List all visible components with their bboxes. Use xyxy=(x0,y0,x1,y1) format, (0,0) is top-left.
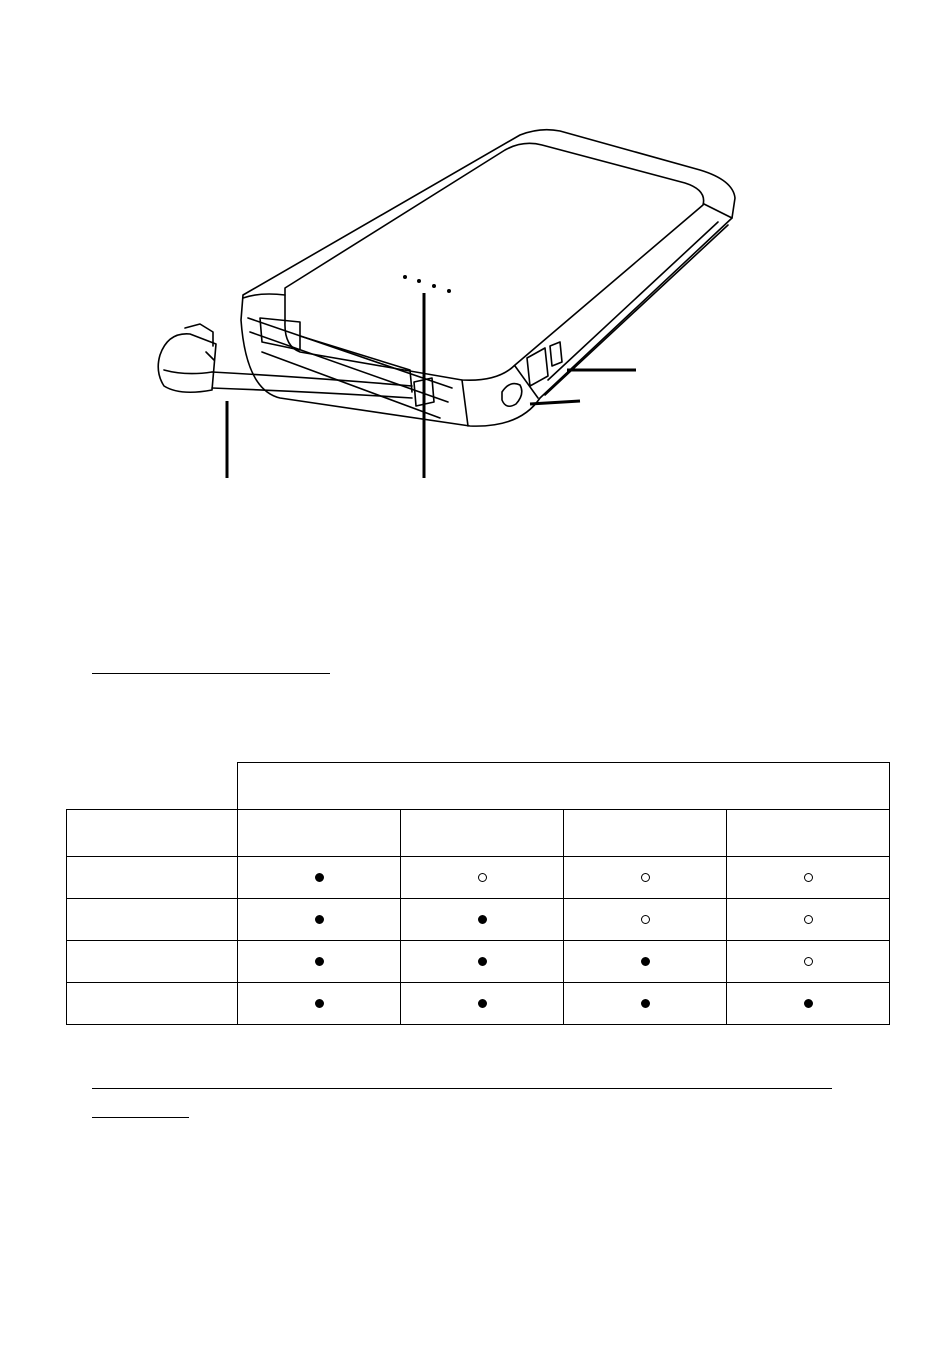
led-off-icon xyxy=(804,873,813,882)
section-heading-underline xyxy=(92,673,330,674)
led-dot-1 xyxy=(403,275,407,279)
led-cell xyxy=(564,983,727,1025)
cable-connector xyxy=(158,334,216,392)
led-on-icon xyxy=(315,873,324,882)
note-underline-1 xyxy=(92,1088,832,1089)
led-cell xyxy=(727,899,890,941)
led-dot-3 xyxy=(432,284,436,288)
led-on-icon xyxy=(315,957,324,966)
table-header-cell xyxy=(564,810,727,857)
led-dot-4 xyxy=(447,289,451,293)
table-row xyxy=(67,941,890,983)
table-row xyxy=(67,857,890,899)
led-cell xyxy=(401,983,564,1025)
led-cell xyxy=(727,857,890,899)
led-on-icon xyxy=(641,999,650,1008)
led-status-table xyxy=(66,762,890,1025)
table-header-cell xyxy=(401,810,564,857)
power-bank-top-face xyxy=(285,143,704,380)
table-header-cell xyxy=(67,810,238,857)
table-row xyxy=(67,983,890,1025)
led-cell xyxy=(401,857,564,899)
led-off-icon xyxy=(804,957,813,966)
led-on-icon xyxy=(804,999,813,1008)
led-cell xyxy=(727,941,890,983)
led-off-icon xyxy=(641,915,650,924)
usb-port xyxy=(527,348,548,386)
table-header-cell xyxy=(727,810,890,857)
power-bank-illustration xyxy=(0,0,950,500)
led-on-icon xyxy=(315,915,324,924)
led-dot-2 xyxy=(417,279,421,283)
led-cell xyxy=(238,983,401,1025)
led-cell xyxy=(238,857,401,899)
row-label xyxy=(67,983,238,1025)
led-on-icon xyxy=(478,999,487,1008)
table-header-row xyxy=(67,810,890,857)
table-row xyxy=(67,899,890,941)
led-cell xyxy=(401,941,564,983)
note-underline-2 xyxy=(92,1117,189,1118)
led-cell xyxy=(727,983,890,1025)
table-group-header xyxy=(238,763,890,810)
led-on-icon xyxy=(315,999,324,1008)
led-cell xyxy=(564,941,727,983)
power-bank-body xyxy=(241,130,735,426)
row-label xyxy=(67,857,238,899)
led-cell xyxy=(401,899,564,941)
led-cell xyxy=(238,899,401,941)
led-on-icon xyxy=(478,957,487,966)
led-on-icon xyxy=(641,957,650,966)
led-off-icon xyxy=(641,873,650,882)
led-off-icon xyxy=(804,915,813,924)
micro-usb-port xyxy=(502,384,522,407)
table-header-cell xyxy=(238,810,401,857)
row-label xyxy=(67,899,238,941)
led-cell xyxy=(564,857,727,899)
led-on-icon xyxy=(478,915,487,924)
table-group-header-row xyxy=(67,763,890,810)
led-cell xyxy=(564,899,727,941)
led-off-icon xyxy=(478,873,487,882)
led-cell xyxy=(238,941,401,983)
table-corner xyxy=(67,763,238,810)
row-label xyxy=(67,941,238,983)
